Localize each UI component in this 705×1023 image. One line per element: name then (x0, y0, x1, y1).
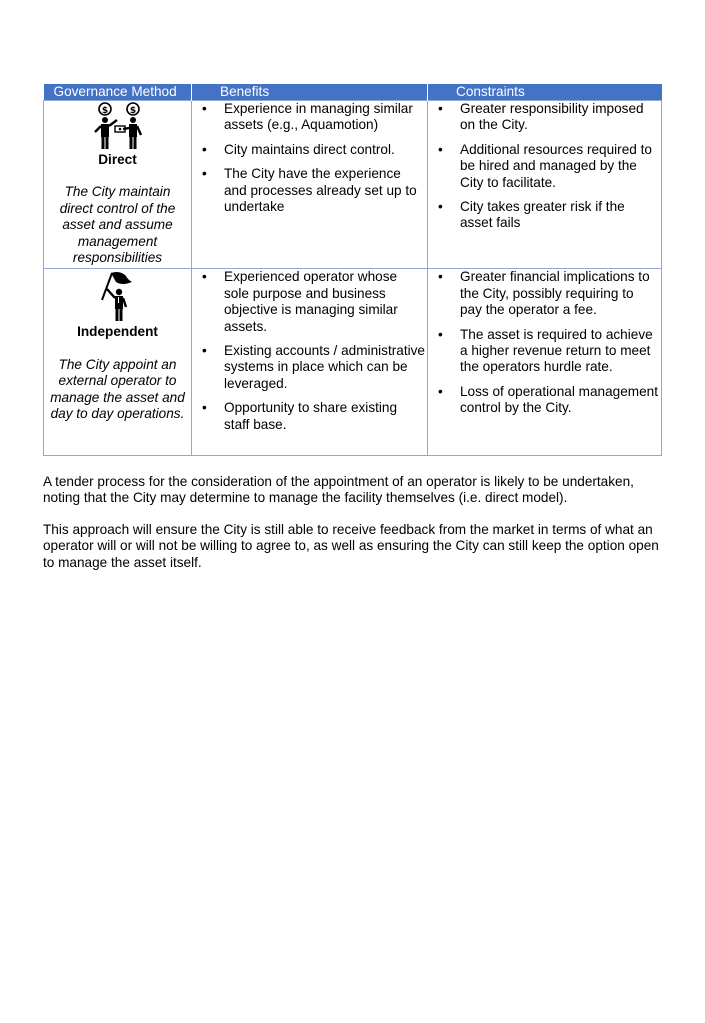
constraints-cell (428, 269, 662, 456)
table-header-row (44, 84, 662, 101)
method-cell (44, 269, 192, 456)
list-item: • Experience in managing similar assets (e.g., Aquamotion) (192, 101, 425, 134)
list-item: • Additional resources required to be hired and managed by the City to facilitate. (428, 142, 659, 191)
list-item: • City takes greater risk if the asset fails (428, 199, 659, 232)
list-item: • The asset is required to achieve a higher revenue return to meet the operators hurdle rate. (428, 327, 659, 376)
body-paragraph: A tender process for the consideration of the appointment of an operator is likely to be undertaken, noting that the City may determine to manage the facility themselves (i.e. direct model). (43, 474, 634, 506)
constraints-list (428, 101, 661, 232)
method-cell (44, 101, 192, 269)
constraints-cell (428, 101, 662, 269)
method-name: Direct (98, 152, 137, 167)
list-item: • The City have the experience and processes already set up to undertake (192, 166, 425, 215)
svg-text:$: $ (129, 106, 136, 116)
benefits-list (192, 269, 427, 433)
body-paragraph: This approach will ensure the City is still able to receive feedback from the market in terms of what an operator will or will not be willing to agree to, as well as ensuring the City can still keep the option open to manage the asset itself. (43, 522, 659, 570)
method-description: The City maintain direct control of the asset and assume management responsibilities (59, 184, 176, 266)
governance-table (43, 84, 662, 456)
person-flag-icon (98, 270, 138, 322)
svg-text:$: $ (101, 106, 108, 116)
header-constraints: Constraints (428, 84, 662, 101)
method-description: The City appoint an external operator to manage the asset and day to day operations. (50, 356, 185, 422)
benefits-list (192, 101, 427, 215)
list-item: • Experienced operator whose sole purpose and business objective is managing similar assets. (192, 269, 425, 335)
list-item: • Opportunity to share existing staff base. (192, 400, 425, 433)
method-name: Independent (77, 324, 158, 340)
constraints-list (428, 269, 661, 416)
benefits-cell (192, 101, 428, 269)
header-benefits: Benefits (192, 84, 428, 101)
list-item: • City maintains direct control. (192, 142, 425, 158)
list-item: • Loss of operational management control by the City. (428, 384, 659, 417)
table-row-direct (44, 101, 662, 269)
header-governance-method: Governance Method (44, 84, 192, 101)
table-row-independent (44, 269, 662, 456)
list-item: • Existing accounts / administrative systems in place which can be leveraged. (192, 343, 425, 392)
list-item: • Greater financial implications to the City, possibly requiring to pay the operator a fee. (428, 269, 659, 318)
benefits-cell (192, 269, 428, 456)
list-item: • Greater responsibility imposed on the City. (428, 101, 659, 134)
handshake-money-icon (91, 102, 145, 150)
